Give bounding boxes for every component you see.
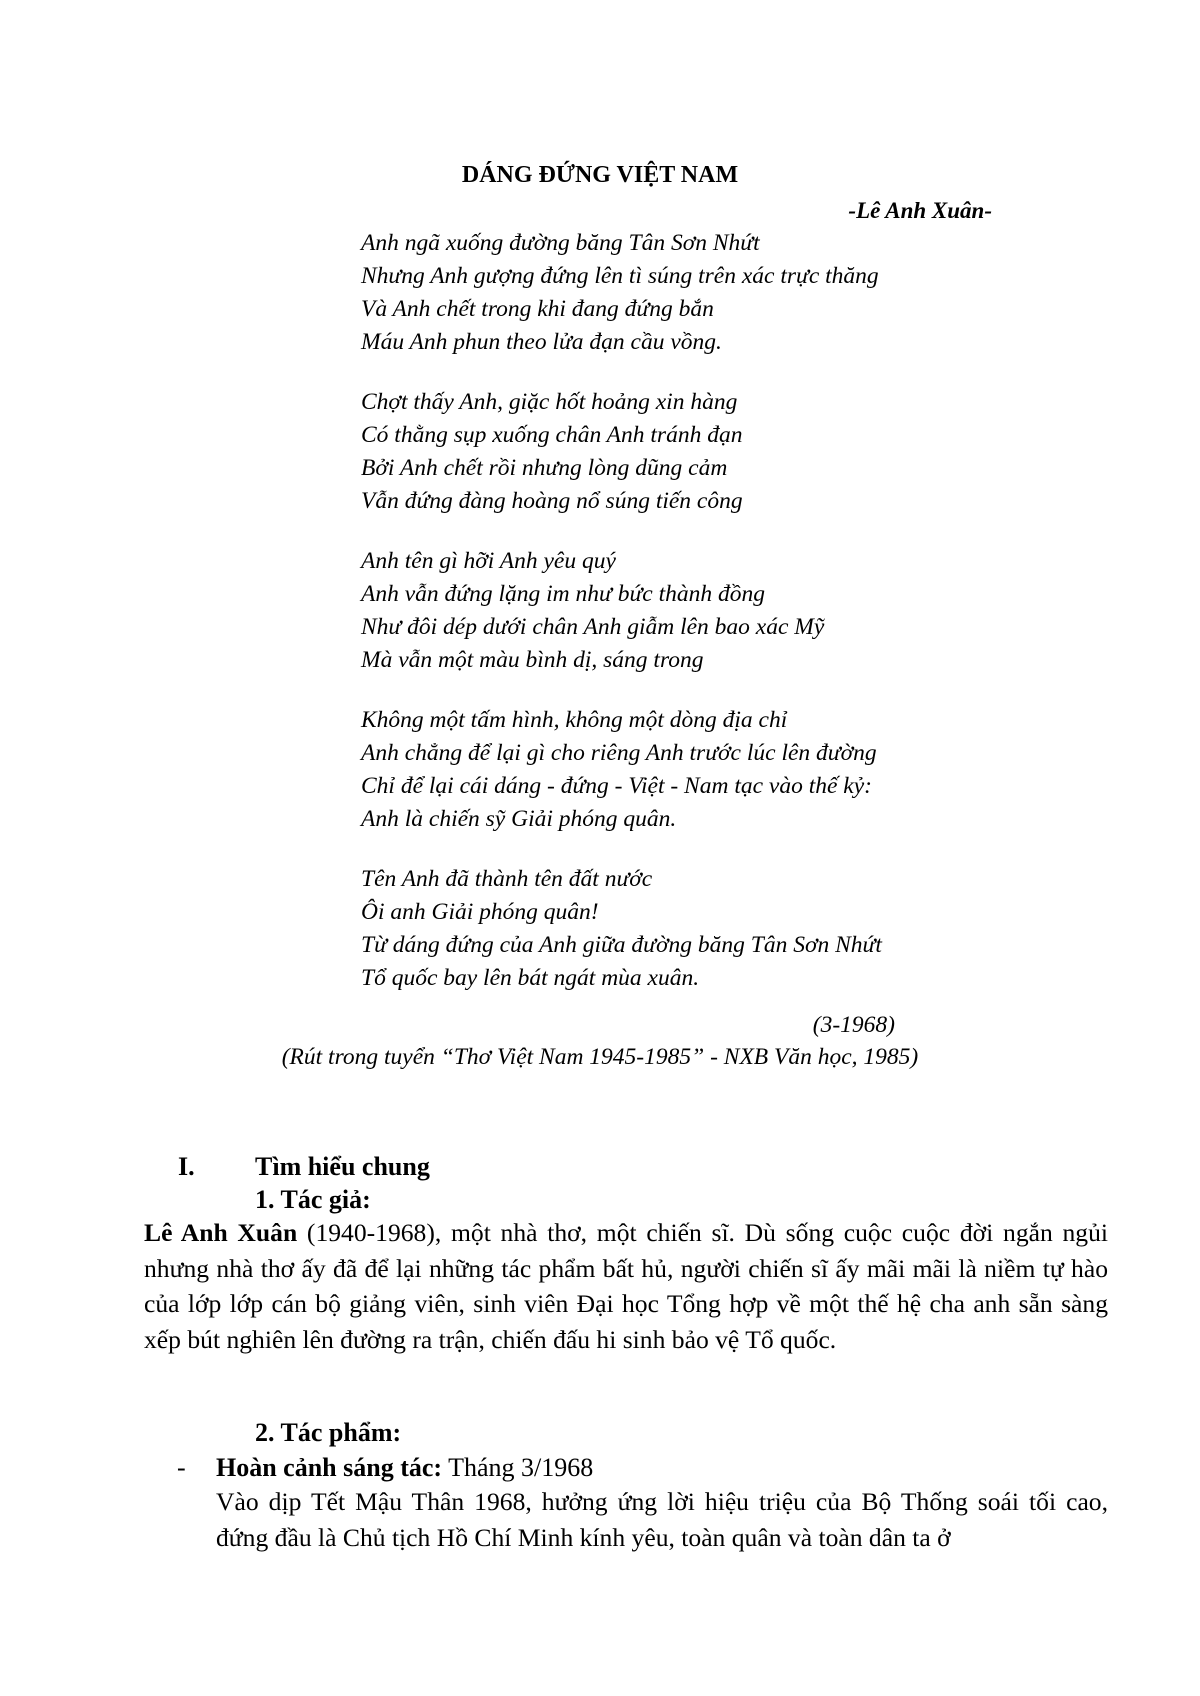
composition-context-value: Tháng 3/1968 (442, 1453, 594, 1482)
poem-title: DÁNG ĐỨNG VIỆT NAM (461, 162, 739, 188)
poem-line: Từ dáng đứng của Anh giữa đường băng Tân Sơn Nhứt (361, 932, 882, 958)
poem-line: Anh chẳng để lại gì cho riêng Anh trước lúc lên đường (361, 740, 877, 766)
poem-line: Bởi Anh chết rồi nhưng lòng dũng cảm (361, 455, 728, 481)
poem-line: Anh tên gì hỡi Anh yêu quý (361, 548, 616, 574)
poem-line: Tên Anh đã thành tên đất nước (361, 866, 653, 892)
poem-line: Không một tấm hình, không một dòng địa chỉ (361, 707, 788, 733)
author-paragraph (144, 1215, 1108, 1357)
poem-line: Chỉ để lại cái dáng - đứng - Việt - Nam tạc vào thế kỷ: (361, 773, 872, 799)
section-number: I. (178, 1152, 195, 1181)
poem-line: Anh ngã xuống đường băng Tân Sơn Nhứt (361, 230, 760, 256)
poem-stanza (361, 227, 882, 359)
poem-line: Chợt thấy Anh, giặc hốt hoảng xin hàng (361, 389, 738, 415)
poem-stanza (361, 704, 882, 836)
composition-context-label: Hoàn cảnh sáng tác: (216, 1453, 443, 1482)
composition-context-item (216, 1450, 593, 1485)
poem-date: (3-1968) (812, 1012, 895, 1038)
poem-stanza (361, 386, 882, 518)
poem-line: Tổ quốc bay lên bát ngát mùa xuân. (361, 965, 700, 991)
poem-line: Anh là chiến sỹ Giải phóng quân. (361, 806, 677, 832)
context-paragraph: Vào dịp Tết Mậu Thân 1968, hưởng ứng lời hiệu triệu của Bộ Thống soái tối cao, đứng đầu là Chủ tịch Hồ Chí Minh kính yêu, toàn quân và toàn dân ta ở (216, 1487, 1108, 1552)
poem-line: Có thằng sụp xuống chân Anh tránh đạn (361, 422, 743, 448)
poem-stanza (361, 545, 882, 677)
poem-stanza (361, 863, 882, 995)
poem-line: Anh vẫn đứng lặng im như bức thành đồng (361, 581, 765, 607)
poem-line: Nhưng Anh gượng đứng lên tì súng trên xác trực thăng (361, 263, 879, 289)
poem-line: Như đôi dép dưới chân Anh giẫm lên bao xác Mỹ (361, 614, 825, 640)
poem-author: -Lê Anh Xuân- (848, 198, 992, 223)
subsection-author-heading: 1. Tác giả: (255, 1185, 371, 1214)
section-title: Tìm hiểu chung (255, 1152, 430, 1181)
poem-line: Ôi anh Giải phóng quân! (361, 899, 599, 925)
author-description: (1940-1968), một nhà thơ, một chiến sĩ. Dù sống cuộc cuộc đời ngắn ngủi nhưng nhà thơ ấy đã để lại những tác phẩm bất hủ, người chiến sĩ ấy mãi mãi là niềm tự hào của lớp lớp cán bộ giảng viên, sinh viên Đại học Tổng hợp về một thế hệ cha anh sẵn sàng xếp bút nghiên lên đường ra trận, chiến đấu hi sinh bảo vệ Tổ quốc. (144, 1218, 1108, 1354)
subsection-work-heading: 2. Tác phẩm: (255, 1418, 402, 1447)
author-name: Lê Anh Xuân (144, 1218, 298, 1247)
poem-line: Mà vẫn một màu bình dị, sáng trong (361, 647, 704, 673)
poem-line: Vẫn đứng đàng hoàng nổ súng tiến công (361, 488, 743, 514)
poem-line: Và Anh chết trong khi đang đứng bắn (361, 296, 714, 322)
poem-source-citation: (Rút trong tuyển “Thơ Việt Nam 1945-1985” - NXB Văn học, 1985) (281, 1044, 919, 1070)
poem-line: Máu Anh phun theo lửa đạn cầu vồng. (361, 329, 722, 355)
bullet-dash: - (177, 1453, 186, 1482)
poem-body (361, 227, 882, 995)
